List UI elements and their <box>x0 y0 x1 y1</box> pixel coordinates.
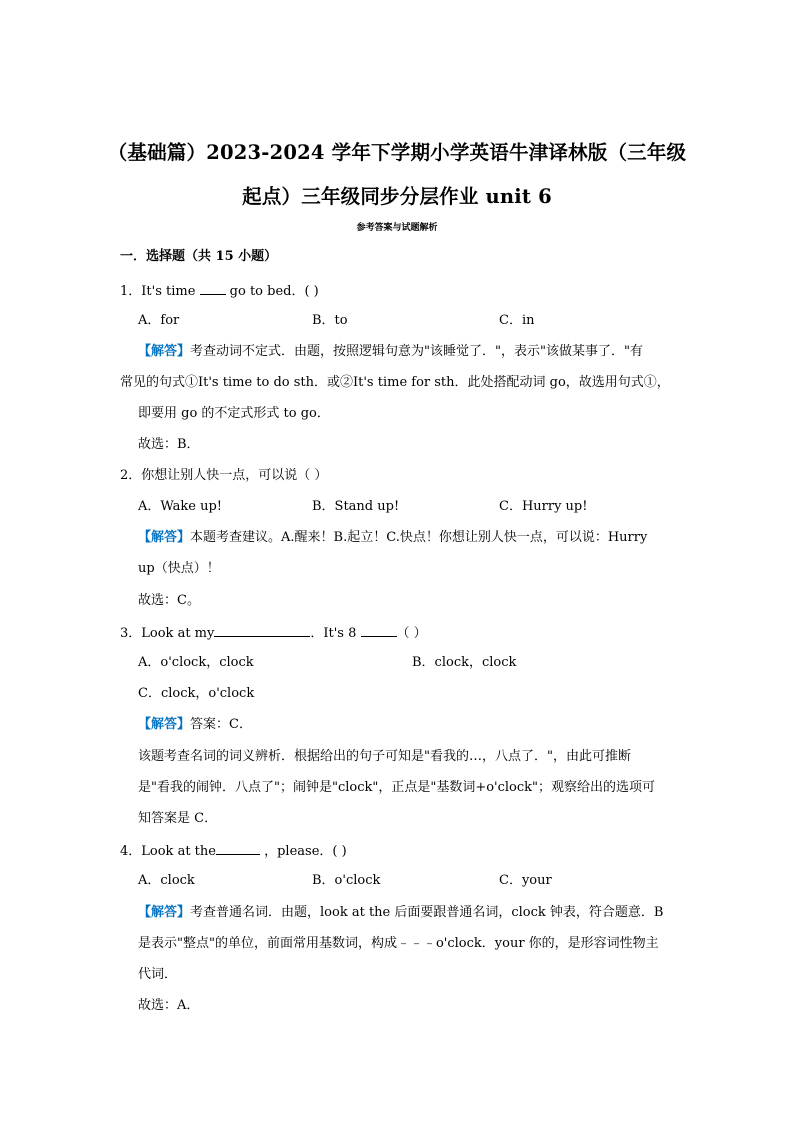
question-2-option-a: A．Wake up! <box>138 499 222 514</box>
question-3-option-b: B．clock，clock <box>412 655 517 670</box>
question-3-analysis-line-3: 是"看我的闹钟．八点了"；闹钟是"clock"，正点是"基数词+o'clock"；观察给出的选项可 <box>138 780 656 795</box>
question-3-analysis-line-1 <box>138 716 252 734</box>
question-3-analysis-line-4: 知答案是 C． <box>138 811 218 826</box>
document-title-line-1: （基础篇）2023-2024 学年下学期小学英语牛津译林版（三年级 <box>107 141 687 164</box>
question-1-analysis-line-3: 即要用 go 的不定式形式 to go． <box>138 406 330 421</box>
answer-tag: 【解答】 <box>138 717 191 732</box>
question-4-analysis-line-2: 是表示"整点"的单位，前面常用基数词，构成﹣﹣﹣o'clock．your 你的，是形容词性物主 <box>138 936 659 951</box>
question-4-stem <box>120 841 347 861</box>
question-4-analysis-line-1 <box>138 904 663 922</box>
question-1-result: 故选：B． <box>138 437 200 452</box>
question-3-stem <box>120 623 427 643</box>
question-1-analysis-text-1: 考查动词不定式．由题，按照逻辑句意为"该睡觉了．"，表示"该做某事了．"有 <box>190 344 643 359</box>
question-2-stem: 2．你想让别人快一点，可以说（ ） <box>120 468 328 483</box>
question-3-option-a: A．o'clock，clock <box>138 655 254 670</box>
question-3-blank-2 <box>361 623 397 637</box>
question-4-result: 故选：A． <box>138 998 200 1013</box>
question-1-option-a: A．for <box>138 313 180 328</box>
answer-tag: 【解答】 <box>138 344 191 359</box>
question-1-option-b: B．to <box>312 313 348 328</box>
question-3-stem-start: 3．Look at my <box>120 626 215 641</box>
question-1-option-c: C．in <box>499 313 535 328</box>
document-title-line-2: 起点）三年级同步分层作业 unit 6 <box>242 185 552 208</box>
question-3-stem-end: （ ） <box>396 626 427 641</box>
question-2-analysis-line-1 <box>138 529 647 547</box>
question-4-analysis-line-3: 代词． <box>138 967 178 982</box>
question-1-analysis-line-2: 常见的句式①It's time to do sth．或②It's time for sth．此处搭配动词 go，故选用句式①， <box>120 375 670 390</box>
question-2-option-b: B．Stand up! <box>312 499 400 514</box>
question-2-result: 故选：C。 <box>138 593 200 608</box>
document-subtitle: 参考答案与试题解析 <box>356 223 438 233</box>
question-4-stem-end: ，please．( ) <box>259 844 347 859</box>
answer-tag: 【解答】 <box>138 905 191 920</box>
question-4-option-c: C．your <box>499 873 552 888</box>
question-2-analysis-line-2: up（快点）！ <box>138 561 220 576</box>
section-heading: 一．选择题（共 15 小题） <box>120 249 278 264</box>
question-4-stem-start: 4．Look at the <box>120 844 216 859</box>
question-4-blank <box>216 841 260 855</box>
question-3-analysis-text-1: 答案：C． <box>190 717 252 732</box>
question-1-blank <box>200 281 226 295</box>
question-3-stem-middle: ．It's 8 <box>310 626 361 641</box>
question-4-option-a: A．clock <box>138 873 195 888</box>
question-3-blank-1 <box>214 623 310 637</box>
question-2-option-c: C．Hurry up! <box>499 499 588 514</box>
question-1-stem <box>120 281 319 301</box>
question-1-stem-end: go to bed．( ) <box>225 284 319 299</box>
question-1-stem-start: 1．It's time <box>120 284 200 299</box>
question-1-analysis-line-1 <box>138 343 643 361</box>
question-4-analysis-text-1: 考查普通名词．由题，look at the 后面要跟普通名词，clock 钟表，符合题意．B <box>190 905 664 920</box>
question-3-analysis-line-2: 该题考查名词的词义辨析．根据给出的句子可知是"看我的…，八点了．"，由此可推断 <box>138 749 631 764</box>
answer-tag: 【解答】 <box>138 530 191 545</box>
question-2-analysis-text-1: 本题考查建议。A.醒来！B.起立！C.快点！你想让别人快一点，可以说：Hurry <box>190 530 648 545</box>
question-4-option-b: B．o'clock <box>312 873 381 888</box>
question-3-option-c: C．clock，o'clock <box>138 686 255 701</box>
